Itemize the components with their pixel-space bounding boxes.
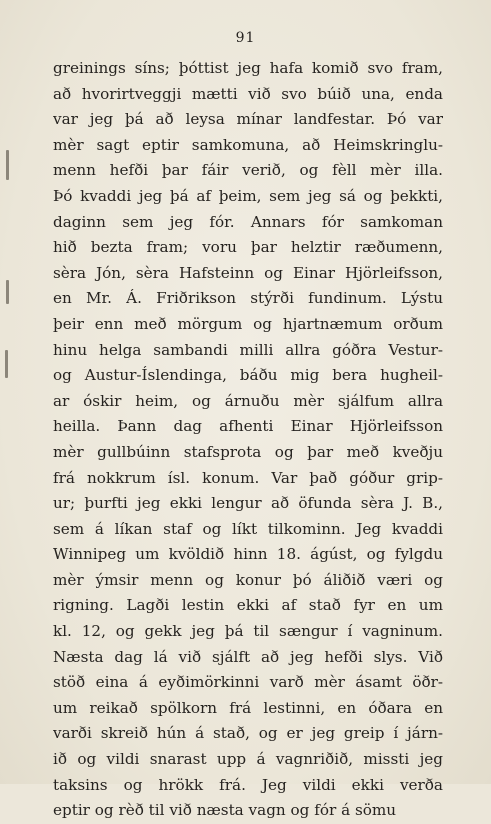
margin-mark bbox=[5, 350, 8, 378]
text-line: sèra Jón, sèra Hafsteinn og Einar Hjörleifsson, bbox=[53, 263, 443, 282]
text-line: Winnipeg um kvöldið hinn 18. ágúst, og fylgdu bbox=[53, 545, 443, 564]
margin-mark bbox=[6, 280, 9, 304]
text-line: ur; þurfti jeg ekki lengur að öfunda sèra J. B., bbox=[53, 494, 443, 513]
text-line: sem á líkan staf og líkt tilkominn. Jeg kvaddi bbox=[53, 519, 443, 538]
text-line: að hvorirtveggji mætti við svo búið una, enda bbox=[53, 84, 443, 103]
text-line: taksins og hrökk frá. Jeg vildi ekki verða bbox=[53, 775, 443, 794]
text-line: um reikað spölkorn frá lestinni, en óðara en bbox=[53, 698, 443, 717]
text-line: daginn sem jeg fór. Annars fór samkoman bbox=[53, 212, 443, 231]
text-line: rigning. Lagði lestin ekki af stað fyr en um bbox=[53, 596, 443, 615]
text-line: mèr sagt eptir samkomuna, að Heimskringlu- bbox=[53, 135, 443, 154]
margin-mark bbox=[6, 150, 9, 180]
text-line: frá nokkrum ísl. konum. Var það góður grip- bbox=[53, 468, 443, 487]
text-line: hið bezta fram; voru þar helztir ræðumenn, bbox=[53, 238, 443, 257]
text-line: ið og vildi snarast upp á vagnriðið, missti jeg bbox=[53, 750, 443, 769]
text-line: Næsta dag lá við sjálft að jeg hefði slys. Við bbox=[53, 647, 443, 666]
text-line: mèr gullbúinn stafsprota og þar með kveðju bbox=[53, 442, 443, 461]
text-line: greinings síns; þóttist jeg hafa komið svo fram, bbox=[53, 59, 443, 77]
text-line: varði skreið hún á stað, og er jeg greip í járn- bbox=[53, 724, 443, 743]
text-line: en Mr. Á. Friðrikson stýrði fundinum. Lýstu bbox=[53, 289, 443, 308]
text-line: þeir enn með mörgum og hjartnæmum orðum bbox=[53, 314, 443, 333]
text-line: menn hefði þar fáir verið, og fèll mèr illa. bbox=[53, 161, 443, 180]
text-line: stöð eina á eyðimörkinni varð mèr ásamt öðr- bbox=[53, 673, 443, 692]
text-line: ar óskir heim, og árnuðu mèr sjálfum allra bbox=[53, 391, 443, 410]
body-text bbox=[53, 56, 443, 824]
text-line: heilla. Þann dag afhenti Einar Hjörleifsson bbox=[53, 417, 443, 436]
text-line: mèr ýmsir menn og konur þó áliðið væri og bbox=[53, 570, 443, 589]
page-number: 91 bbox=[235, 30, 256, 46]
text-line: kl. 12, og gekk jeg þá til sængur í vagninum. bbox=[53, 622, 443, 641]
text-line: og Austur-Íslendinga, báðu mig bera hugheil- bbox=[53, 366, 443, 385]
text-line: eptir og rèð til við næsta vagn og fór á sömu bbox=[53, 801, 397, 820]
text-line: var jeg þá að leysa mínar landfestar. Þó var bbox=[53, 110, 443, 129]
text-line: hinu helga sambandi milli allra góðra Vestur- bbox=[53, 340, 443, 359]
text-line: Þó kvaddi jeg þá af þeim, sem jeg sá og þekkti, bbox=[53, 186, 443, 205]
